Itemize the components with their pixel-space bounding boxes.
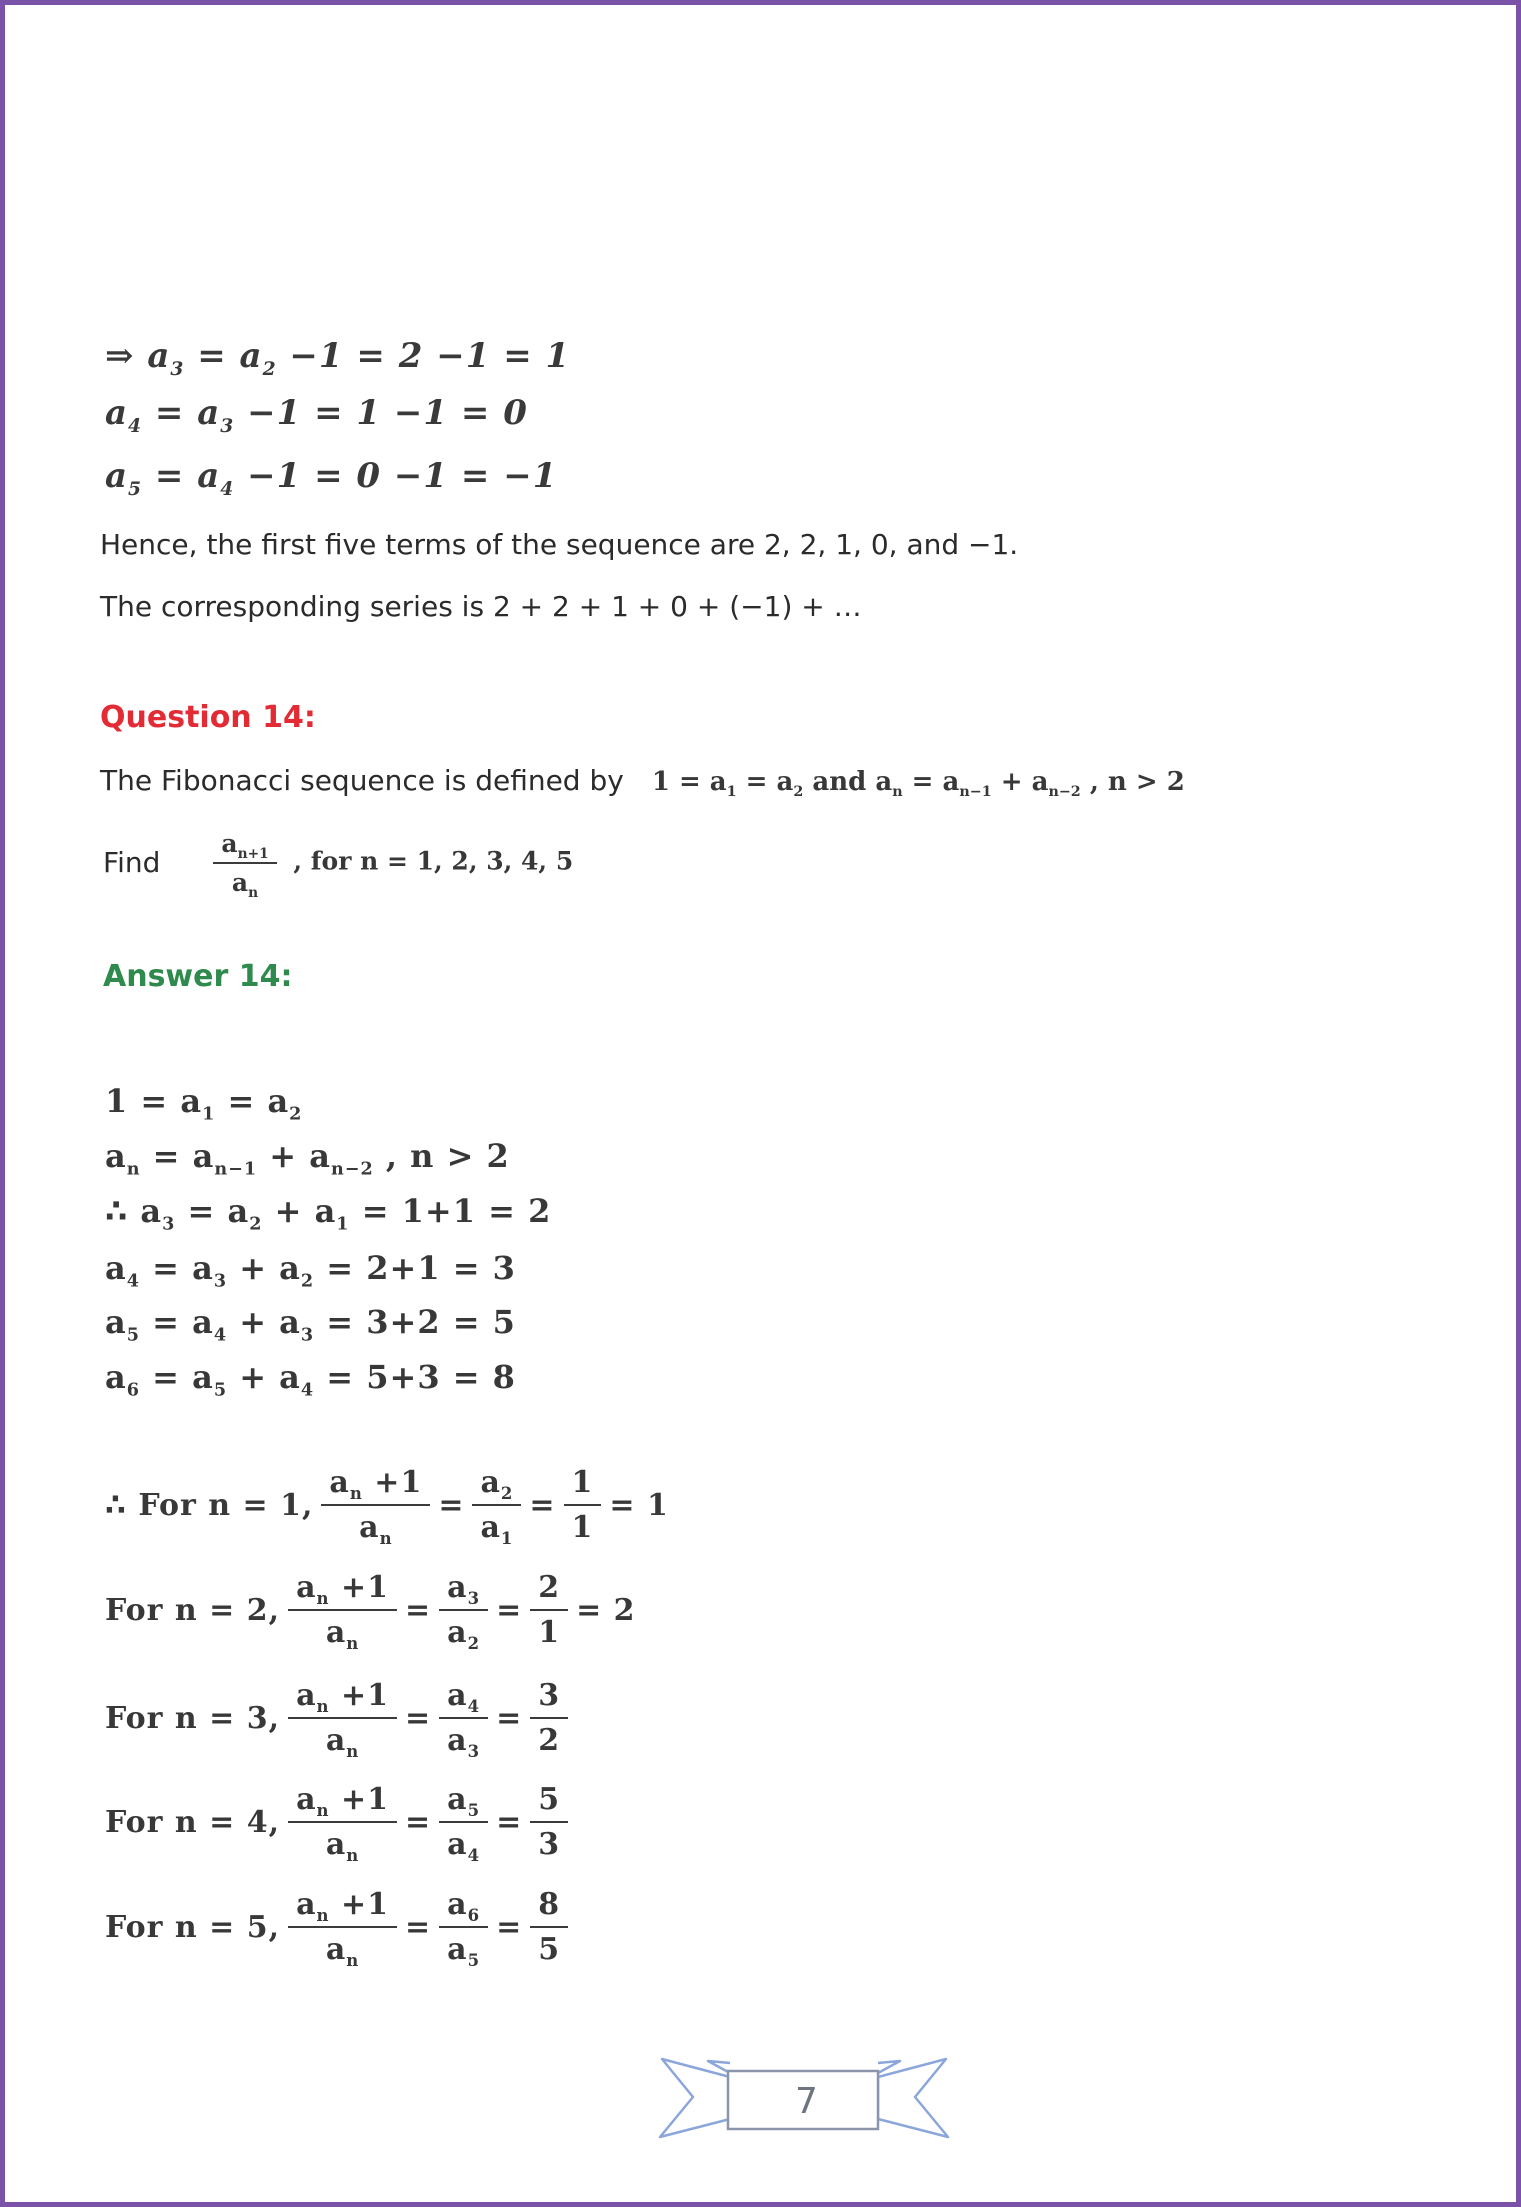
math-line-a3: ⇒ $a_3 = a_2 -1 = 2 -1 = 1$ <box>105 336 571 380</box>
fraction: $\frac{a_6}{a_5}$ <box>439 1887 488 1967</box>
answer-eq-5: $a_5 = a_4 + a_3 = 3+2 = 5$ <box>105 1303 516 1346</box>
fraction: $\frac{a_5}{a_4}$ <box>439 1782 488 1862</box>
fraction: $\frac{8}{5}$ <box>530 1887 568 1967</box>
question-lead-text: The Fibonacci sequence is defined by <box>100 764 624 797</box>
ribbon-left-tail <box>660 2059 730 2137</box>
ribbon-right-tail <box>878 2059 948 2137</box>
answer-eq-4: $a_4 = a_3 + a_2 = 2+1 = 3$ <box>105 1249 516 1292</box>
fraction: $\frac{a_n +1}{a_n}$ <box>288 1570 397 1650</box>
fraction: $\frac{a_{n+1}}{a_n}$ <box>213 829 276 897</box>
page-number: 7 <box>795 2081 818 2122</box>
math-line-a4: $a_4 = a_3 -1 = 1 -1 = 0$ <box>105 393 528 437</box>
find-label: Find <box>103 845 161 879</box>
answer-eq-2: $a_n = a_{n-1} + a_{n-2}$ , n > 2 <box>105 1137 510 1180</box>
fraction: $\frac{a_n +1}{a_n}$ <box>321 1465 430 1545</box>
answer-eq-3: ∴ $a_3 = a_2 + a_1 = 1+1 = 2$ <box>105 1192 552 1235</box>
find-fraction-math: $\frac{a_{n+1}}{a_n}$ , for n = 1, 2, 3, 4, 5 <box>205 829 573 897</box>
answer-eq-1: $1 = a_1 = a_2$ <box>105 1082 303 1125</box>
series-text: The corresponding series is 2 + 2 + 1 + 0 + (−1) + … <box>100 590 862 623</box>
fraction: $\frac{a_3}{a_2}$ <box>439 1570 488 1650</box>
math-line-a5: $a_5 = a_4 -1 = 0 -1 = -1$ <box>105 456 558 500</box>
for-n-4-line: For n = 4, $\frac{a_n +1}{a_n}$ = $\frac{a_5}{a_4}$ = $\frac{5}{3}$ <box>105 1774 576 1870</box>
page-number-ribbon <box>645 2051 965 2143</box>
fraction: $\frac{a_2}{a_1}$ <box>472 1465 521 1545</box>
for-n-3-line: For n = 3, $\frac{a_n +1}{a_n}$ = $\frac{a_4}{a_3}$ = $\frac{3}{2}$ <box>105 1670 576 1766</box>
for-n-5-line: For n = 5, $\frac{a_n +1}{a_n}$ = $\frac{a_6}{a_5}$ = $\frac{8}{5}$ <box>105 1879 576 1975</box>
answer-eq-6: $a_6 = a_5 + a_4 = 5+3 = 8$ <box>105 1358 516 1401</box>
hence-text: Hence, the first five terms of the sequence are 2, 2, 1, 0, and −1. <box>100 528 1019 561</box>
fraction: $\frac{5}{3}$ <box>530 1782 568 1862</box>
fraction: $\frac{1}{1}$ <box>564 1465 602 1545</box>
fraction: $\frac{3}{2}$ <box>530 1678 568 1758</box>
fraction: $\frac{2}{1}$ <box>530 1570 568 1650</box>
find-statement <box>103 815 573 910</box>
question-heading: Question 14: <box>100 700 316 735</box>
fibonacci-definition-math: $1 = a_1 = a_2$ and $a_n = a_{n-1} + a_{n-2}$ , n > 2 <box>651 767 1185 801</box>
fraction: $\frac{a_n +1}{a_n}$ <box>288 1887 397 1967</box>
question-statement <box>100 761 1185 801</box>
answer-heading: Answer 14: <box>103 959 293 994</box>
for-n-1-line: ∴ For n = 1, $\frac{a_n +1}{a_n}$ = $\frac{a_2}{a_1}$ = $\frac{1}{1}$ = 1 <box>105 1465 669 1548</box>
for-n-2-line: For n = 2, $\frac{a_n +1}{a_n}$ = $\frac{a_3}{a_2}$ = $\frac{2}{1}$ = 2 <box>105 1570 636 1653</box>
fraction: $\frac{a_n +1}{a_n}$ <box>288 1678 397 1758</box>
fraction: $\frac{a_n +1}{a_n}$ <box>288 1782 397 1862</box>
fraction: $\frac{a_4}{a_3}$ <box>439 1678 488 1758</box>
